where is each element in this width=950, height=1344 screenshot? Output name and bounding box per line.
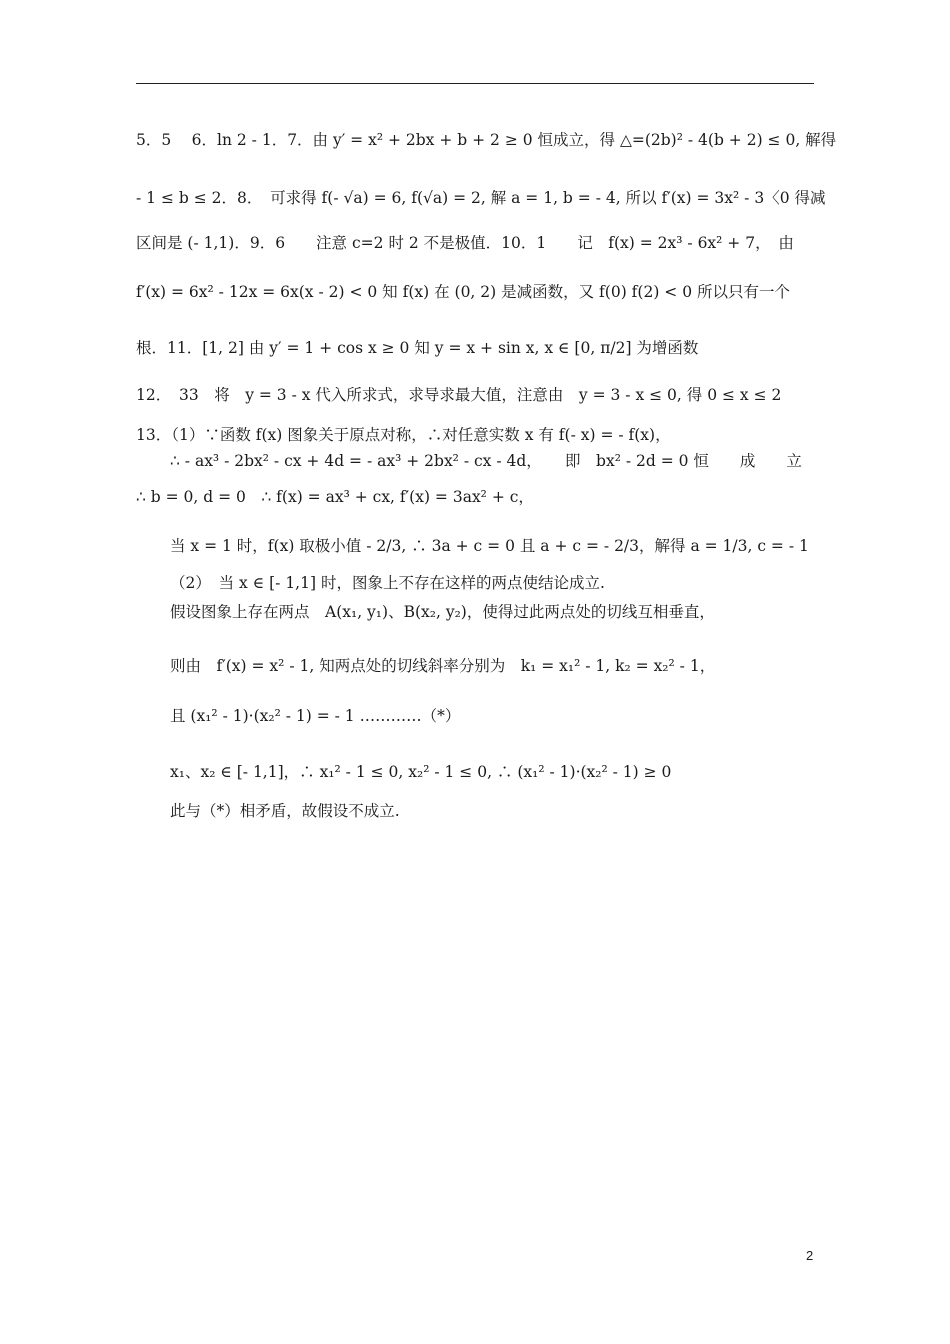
answer-line-10-cont: f′(x) = 6x² - 12x = 6x(x - 2) < 0 知 f(x) 在 (0, 2) 是减函数，又 f(0) f(2) < 0 所以只有一个: [136, 283, 790, 301]
answer-line-13-slopes: 则由 f′(x) = x² - 1, 知两点处的切线斜率分别为 k₁ = x₁² - 1, k₂ = x₂² - 1，: [170, 657, 716, 675]
answer-line-13-conclusion: 此与（*）相矛盾，故假设不成立.: [170, 802, 400, 820]
answer-line-9-10: 区间是 (- 1,1)．9．6 注意 c=2 时 2 不是极值．10．1 记 f(x) = 2x³ - 6x² + 7， 由: [136, 234, 794, 252]
header-rule: [136, 83, 814, 84]
answer-line-12: 12． 33 将 y = 3 - x 代入所求式，求导求最大值，注意由 y = 3 - x ≤ 0, 得 0 ≤ x ≤ 2: [136, 386, 782, 404]
answer-line-13-minimum: 当 x = 1 时，f(x) 取极小值 - 2/3, ∴ 3a + c = 0 且 a + c = - 2/3，解得 a = 1/3, c = - 1: [170, 537, 809, 555]
answer-line-5-7: 5．5 6．ln 2 - 1．7．由 y′ = x² + 2bx + b + 2 ≥ 0 恒成立，得 △=(2b)² - 4(b + 2) ≤ 0, 解得: [136, 131, 837, 149]
answer-line-13-condition: 且 (x₁² - 1)·(x₂² - 1) = - 1 …………（*）: [170, 707, 461, 725]
answer-line-13-part2: （2） 当 x ∈ [- 1,1] 时，图象上不存在这样的两点使结论成立.: [170, 574, 605, 592]
page-number: 2: [806, 1248, 814, 1263]
answer-line-13-identity: ∴ - ax³ - 2bx² - cx + 4d = - ax³ + 2bx² - cx - 4d， 即 bx² - 2d = 0 恒 成 立: [170, 452, 802, 470]
answer-line-13-assume: 假设图象上存在两点 A(x₁, y₁)、B(x₂, y₂)，使得过此两点处的切线互相垂直，: [170, 603, 715, 621]
answer-line-11: 根．11．[1, 2] 由 y′ = 1 + cos x ≥ 0 知 y = x + sin x, x ∈ [0, π/2] 为增函数: [136, 339, 699, 357]
answer-line-13-part1: 13．（1）∵函数 f(x) 图象关于原点对称，∴对任意实数 x 有 f(- x) = - f(x)，: [136, 426, 671, 444]
answer-line-13-coeffs: ∴ b = 0, d = 0 ∴ f(x) = ax³ + cx, f′(x) = 3ax² + c，: [136, 488, 534, 506]
answer-line-7-8: - 1 ≤ b ≤ 2．8． 可求得 f(- √a) = 6, f(√a) = 2, 解 a = 1, b = - 4, 所以 f′(x) = 3x² - 3〈0 得减: [136, 189, 826, 207]
answer-line-13-range: x₁、x₂ ∈ [- 1,1]，∴ x₁² - 1 ≤ 0, x₂² - 1 ≤ 0, ∴ (x₁² - 1)·(x₂² - 1) ≥ 0: [170, 763, 672, 781]
